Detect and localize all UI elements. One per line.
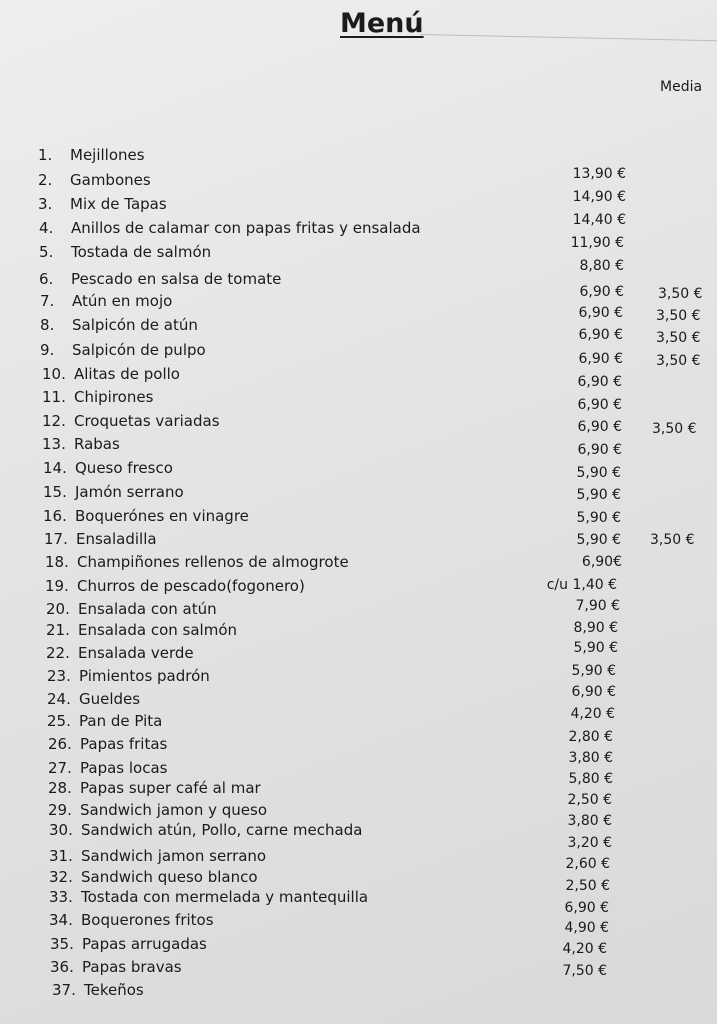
- menu-item-price: 6,90 €: [578, 351, 623, 367]
- menu-item-price: 7,50 €: [562, 963, 607, 979]
- menu-item-price: 2,80 €: [568, 729, 613, 745]
- menu-item-number: 5.: [39, 243, 54, 261]
- menu-item: [49, 911, 214, 929]
- menu-item-name: Boquerones fritos: [81, 911, 214, 929]
- media-price: 3,50 €: [656, 308, 701, 324]
- menu-item-number: 37.: [52, 981, 76, 999]
- menu-item: [39, 243, 211, 261]
- menu-item-name: Papas super café al mar: [80, 779, 261, 797]
- menu-item: [50, 935, 207, 953]
- menu-item-price: 3,80 €: [568, 750, 613, 766]
- menu-item-number: 2.: [38, 171, 53, 189]
- menu-item-number: 6.: [39, 270, 54, 288]
- menu-item-price: 3,20 €: [567, 835, 612, 851]
- menu-item-name: Jamón serrano: [75, 483, 184, 501]
- menu-item-name: Churros de pescado(fogonero): [77, 577, 305, 595]
- menu-item-price: 6,90 €: [577, 397, 622, 413]
- menu-item-name: Tekeños: [84, 981, 144, 999]
- menu-item-number: 19.: [45, 577, 69, 595]
- menu-item-name: Sandwich jamon serrano: [81, 847, 267, 865]
- menu-item-name: Papas arrugadas: [82, 935, 207, 953]
- menu-item-number: 16.: [43, 507, 67, 525]
- menu-item-price: 5,90 €: [571, 663, 616, 679]
- menu-item: [49, 868, 258, 886]
- media-price: 3,50 €: [656, 330, 701, 346]
- menu-item-name: Tostada con mermelada y mantequilla: [81, 888, 369, 906]
- menu-item-number: 36.: [50, 958, 74, 976]
- menu-item-number: 8.: [40, 316, 55, 334]
- menu-item-price: 2,50 €: [565, 878, 610, 894]
- menu-item-number: 26.: [48, 735, 72, 753]
- menu-item-number: 23.: [47, 667, 71, 685]
- menu-item-price: 5,90 €: [573, 640, 618, 656]
- menu-item-price: 4,20 €: [570, 706, 615, 722]
- menu-item: [38, 195, 167, 213]
- menu-item-price: 4,90 €: [564, 920, 609, 936]
- menu-item-price: 6,90 €: [578, 327, 623, 343]
- menu-item-name: Papas fritas: [80, 735, 168, 753]
- menu-item: [48, 801, 267, 819]
- menu-item: [50, 958, 182, 976]
- menu-item-number: 30.: [49, 821, 73, 839]
- menu-item-number: 15.: [43, 483, 67, 501]
- menu-item-price: 13,90 €: [572, 166, 626, 182]
- media-price: 3,50 €: [656, 353, 701, 369]
- menu-item-name: Croquetas variadas: [74, 412, 220, 430]
- menu-item-number: 17.: [44, 530, 68, 548]
- menu-item: [52, 981, 144, 999]
- menu-item-name: Boquerónes en vinagre: [75, 507, 249, 525]
- decorative-line: [420, 34, 717, 41]
- menu-item-price: 6,90 €: [577, 374, 622, 390]
- menu-item-name: Gambones: [70, 171, 151, 189]
- menu-item-price: 4,20 €: [562, 941, 607, 957]
- menu-item-name: Chipirones: [74, 388, 154, 406]
- menu-item-number: 33.: [49, 888, 73, 906]
- menu-item-price: 3,80 €: [567, 813, 612, 829]
- menu-item-price: 6,90 €: [577, 419, 622, 435]
- menu-item-price: 5,80 €: [568, 771, 613, 787]
- menu-item-number: 21.: [46, 621, 70, 639]
- menu-item: [47, 667, 210, 685]
- menu-item-number: 35.: [50, 935, 74, 953]
- menu-item-number: 3.: [38, 195, 53, 213]
- menu-item-number: 14.: [43, 459, 67, 477]
- menu-item-price: 8,80 €: [579, 258, 624, 274]
- media-price: 3,50 €: [658, 286, 703, 302]
- menu-item-price: 6,90 €: [579, 284, 624, 300]
- menu-item: [47, 712, 162, 730]
- menu-item: [43, 459, 173, 477]
- menu-item: [45, 553, 349, 571]
- menu-item: [48, 759, 167, 777]
- menu-item: [45, 577, 305, 595]
- menu-item-name: Rabas: [74, 435, 120, 453]
- menu-item-price: 6,90 €: [571, 684, 616, 700]
- menu-item: [40, 341, 206, 359]
- menu-item-price: 8,90 €: [573, 620, 618, 636]
- menu-item-name: Papas bravas: [82, 958, 182, 976]
- media-price: 3,50 €: [650, 532, 695, 548]
- menu-item-number: 32.: [49, 868, 73, 886]
- menu-item-number: 28.: [48, 779, 72, 797]
- menu-item: [46, 621, 237, 639]
- menu-item: [42, 412, 220, 430]
- menu-item-number: 24.: [47, 690, 71, 708]
- menu-item-price: 14,90 €: [572, 189, 626, 205]
- menu-item-name: Sandwich queso blanco: [81, 868, 258, 886]
- menu-item-price: 6,90 €: [578, 305, 623, 321]
- menu-item-price: 7,90 €: [575, 598, 620, 614]
- menu-item-name: Pescado en salsa de tomate: [71, 270, 282, 288]
- menu-item-number: 10.: [42, 365, 66, 383]
- menu-item: [38, 146, 145, 164]
- menu-item-number: 20.: [46, 600, 70, 618]
- menu-item-name: Sandwich atún, Pollo, carne mechada: [81, 821, 363, 839]
- menu-item-name: Sandwich jamon y queso: [80, 801, 268, 819]
- menu-item-name: Gueldes: [79, 690, 141, 708]
- menu-item-price: 6,90€: [581, 554, 622, 570]
- menu-item-name: Anillos de calamar con papas fritas y ensalada: [71, 219, 421, 237]
- menu-item: [46, 600, 217, 618]
- menu-item-price: 6,90 €: [564, 900, 609, 916]
- menu-item: [38, 171, 151, 189]
- menu-item-price: 11,90 €: [570, 235, 624, 251]
- menu-item-name: Ensalada con salmón: [78, 621, 238, 639]
- menu-item-price: 5,90 €: [576, 487, 621, 503]
- menu-item-number: 12.: [42, 412, 66, 430]
- media-column-header: Media: [660, 79, 703, 95]
- menu-item-name: Mix de Tapas: [70, 195, 167, 213]
- menu-item-name: Tostada de salmón: [71, 243, 212, 261]
- media-price: 3,50 €: [652, 421, 697, 437]
- menu-item-number: 31.: [49, 847, 73, 865]
- menu-item-price: 5,90 €: [576, 510, 621, 526]
- menu-item: [42, 435, 120, 453]
- menu-item-price: 14,40 €: [572, 212, 626, 228]
- menu-item: [40, 316, 198, 334]
- menu-item-name: Ensalada verde: [78, 644, 194, 662]
- menu-item-name: Ensaladilla: [76, 530, 157, 548]
- menu-item-name: Atún en mojo: [72, 292, 173, 310]
- menu-item-price: 2,50 €: [567, 792, 612, 808]
- menu-item-number: 7.: [40, 292, 55, 310]
- menu-item: [47, 690, 140, 708]
- menu-item-number: 11.: [42, 388, 66, 406]
- menu-item: [46, 644, 194, 662]
- menu-item-number: 22.: [46, 644, 70, 662]
- menu-item-number: 1.: [38, 146, 53, 164]
- page-title: Menú: [340, 8, 424, 39]
- menu-item: [49, 821, 362, 839]
- menu-item: [44, 530, 157, 548]
- menu-item: [42, 388, 153, 406]
- menu-item-price: 2,60 €: [565, 856, 610, 872]
- menu-item: [40, 292, 172, 310]
- menu-item-name: Alitas de pollo: [74, 365, 180, 383]
- menu-item: [49, 888, 368, 906]
- menu-item-name: Salpicón de pulpo: [72, 341, 206, 359]
- menu-item-name: Pan de Pita: [79, 712, 163, 730]
- menu-item-number: 29.: [48, 801, 72, 819]
- menu-item-number: 34.: [49, 911, 73, 929]
- menu-item-price: 6,90 €: [577, 442, 622, 458]
- menu-item: [49, 847, 266, 865]
- menu-item: [39, 219, 421, 237]
- menu-item-price: c/u 1,40 €: [546, 577, 617, 593]
- menu-item-number: 9.: [40, 341, 55, 359]
- menu-item: [43, 483, 184, 501]
- menu-item-number: 25.: [47, 712, 71, 730]
- menu-item-name: Mejillones: [70, 146, 145, 164]
- menu-item: [39, 270, 281, 288]
- menu-item: [48, 735, 167, 753]
- menu-item-number: 27.: [48, 759, 72, 777]
- menu-item: [48, 779, 261, 797]
- menu-item-price: 5,90 €: [576, 532, 621, 548]
- menu-item-number: 4.: [39, 219, 54, 237]
- menu-item-name: Salpicón de atún: [72, 316, 198, 334]
- menu-item-number: 18.: [45, 553, 69, 571]
- menu-item-number: 13.: [42, 435, 66, 453]
- menu-item-name: Queso fresco: [75, 459, 173, 477]
- menu-item-name: Ensalada con atún: [78, 600, 217, 618]
- menu-item-name: Papas locas: [80, 759, 168, 777]
- menu-item-price: 5,90 €: [576, 465, 621, 481]
- menu-item: [42, 365, 180, 383]
- menu-item-name: Pimientos padrón: [79, 667, 210, 685]
- menu-item-name: Champiñones rellenos de almogrote: [77, 553, 349, 571]
- menu-item: [43, 507, 249, 525]
